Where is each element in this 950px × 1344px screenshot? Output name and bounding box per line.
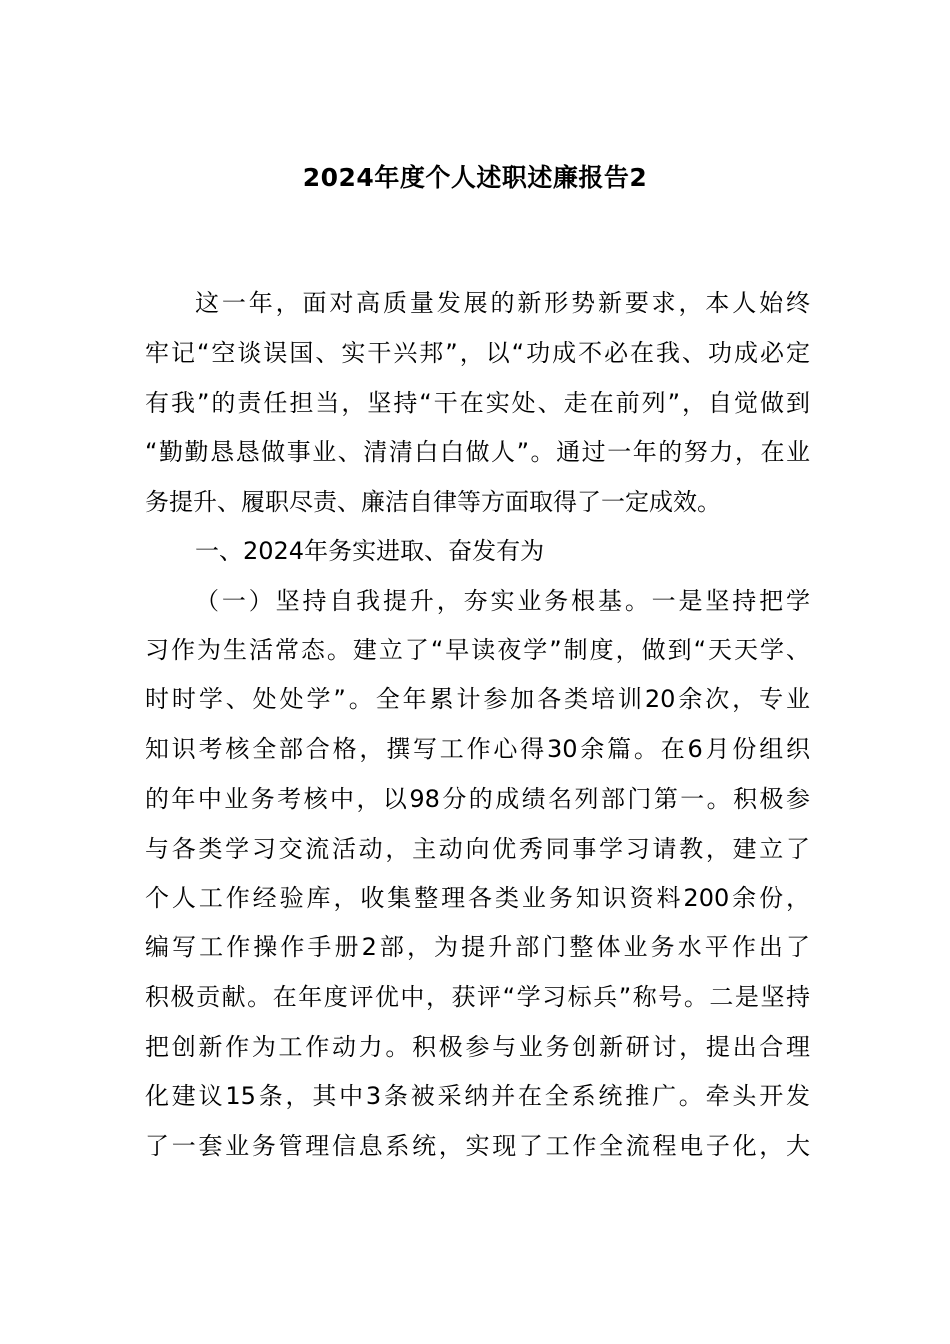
paragraph-line: 化建议15条，其中3条被采纳并在全系统推广。牵头开发	[145, 1082, 810, 1110]
paragraph-line: 的年中业务考核中，以98分的成绩名列部门第一。积极参	[145, 785, 810, 813]
paragraph-line: 务提升、履职尽责、廉洁自律等方面取得了一定成效。	[145, 488, 721, 516]
paragraph-line: “勤勤恳恳做事业、清清白白做人”。通过一年的努力，在业	[145, 438, 810, 466]
paragraph-line: 了一套业务管理信息系统，实现了工作全流程电子化，大	[145, 1132, 810, 1160]
section-heading: 一、2024年务实进取、奋发有为	[195, 537, 545, 565]
paragraph-line: 积极贡献。在年度评优中，获评“学习标兵”称号。二是坚持	[145, 983, 810, 1011]
paragraph-line: 个人工作经验库，收集整理各类业务知识资料200余份，	[145, 884, 810, 912]
paragraph-line: 知识考核全部合格，撰写工作心得30余篇。在6月份组织	[145, 735, 810, 763]
subsection-line: （一）坚持自我提升，夯实业务根基。一是坚持把学	[195, 587, 810, 615]
paragraph-line: 这一年，面对高质量发展的新形势新要求，本人始终	[195, 289, 810, 317]
paragraph-line: 牢记“空谈误国、实干兴邦”，以“功成不必在我、功成必定	[145, 339, 810, 367]
paragraph-line: 把创新作为工作动力。积极参与业务创新研讨，提出合理	[145, 1033, 810, 1061]
document-title: 2024年度个人述职述廉报告2	[302, 163, 648, 192]
paragraph-line: 与各类学习交流活动，主动向优秀同事学习请教，建立了	[145, 835, 810, 863]
paragraph-line: 习作为生活常态。建立了“早读夜学”制度，做到“天天学、	[145, 636, 810, 664]
paragraph-line: 有我”的责任担当，坚持“干在实处、走在前列”，自觉做到	[145, 389, 810, 417]
paragraph-line: 编写工作操作手册2部，为提升部门整体业务水平作出了	[145, 933, 810, 961]
paragraph-line: 时时学、处处学”。全年累计参加各类培训20余次，专业	[145, 685, 810, 713]
